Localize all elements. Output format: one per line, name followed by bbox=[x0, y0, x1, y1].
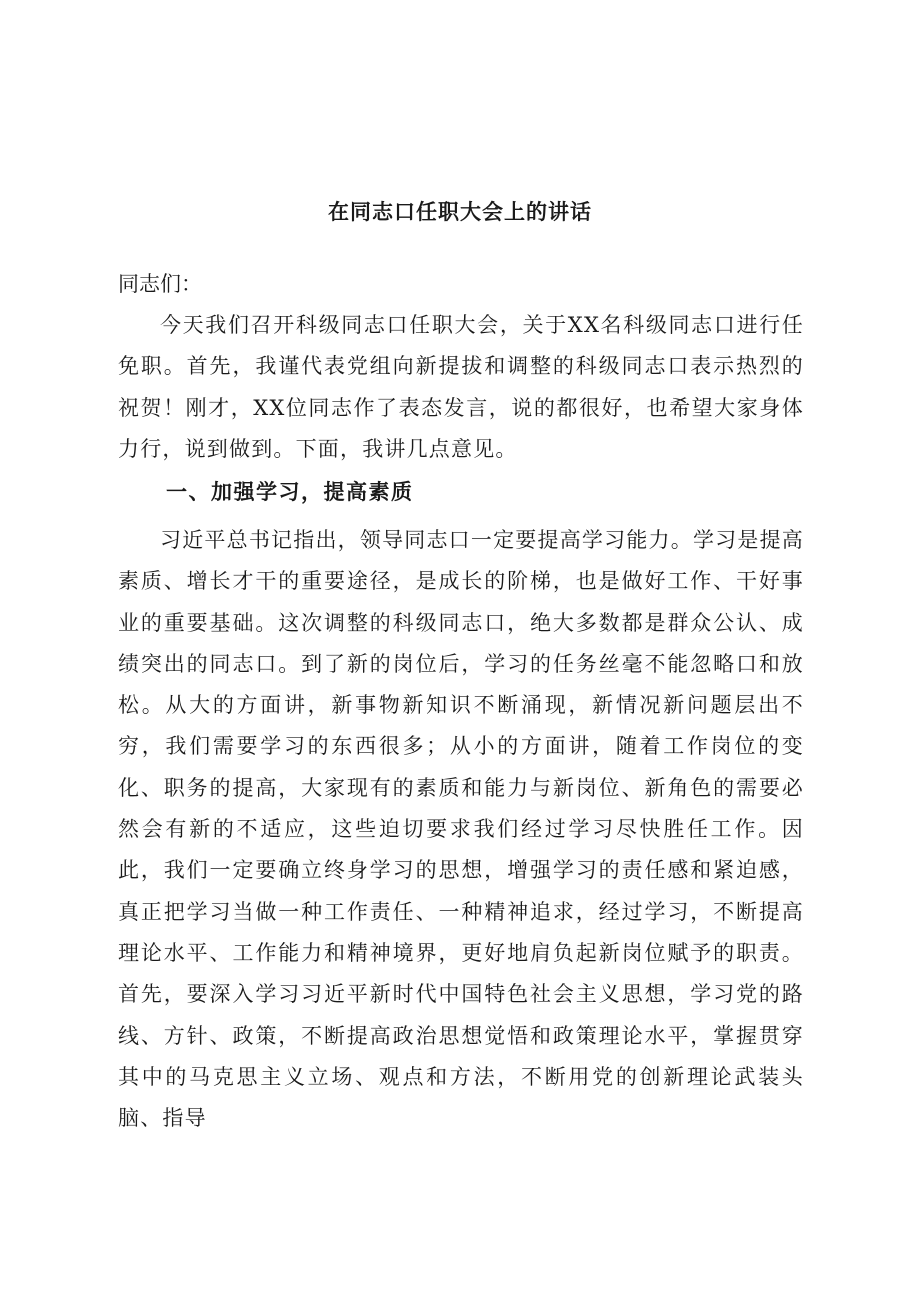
section-1-paragraph: 习近平总书记指出，领导同志口一定要提高学习能力。学习是提高素质、增长才干的重要途径，是成长的阶梯，也是做好工作、干好事业的重要基础。这次调整的科级同志口，绝大多数都是群众公认、成绩突出的同志口。到了新的岗位后，学习的任务丝毫不能忽略口和放松。从大的方面讲，新事物新知识不断涌现，新情况新问题层出不穷，我们需要学习的东西很多；从小的方面讲，随着工作岗位的变化、职务的提高，大家现有的素质和能力与新岗位、新角色的需要必然会有新的不适应，这些迫切要求我们经过学习尽快胜任工作。因此，我们一定要确立终身学习的思想，增强学习的责任感和紧迫感，真正把学习当做一种工作责任、一种精神追求，经过学习，不断提高理论水平、工作能力和精神境界，更好地肩负起新岗位赋予的职责。首先，要深入学习习近平新时代中国特色社会主义思想，学习党的路线、方针、政策，不断提高政治思想觉悟和政策理论水平，掌握贯穿其中的马克思主义立场、观点和方法，不断用党的创新理论武装头脑、指导 bbox=[118, 528, 804, 1131]
salutation: 同志们： bbox=[118, 272, 202, 296]
section-heading-1: 一、加强学习，提高素质 bbox=[166, 480, 414, 504]
document-title: 在同志口任职大会上的讲话 bbox=[328, 200, 592, 224]
intro-paragraph: 今天我们召开科级同志口任职大会，关于XX名科级同志口进行任免职。首先，我谨代表党组向新提拔和调整的科级同志口表示热烈的祝贺！刚才，XX位同志作了表态发言，说的都很好，也希望大家身体力行，说到做到。下面，我讲几点意见。 bbox=[118, 313, 804, 461]
